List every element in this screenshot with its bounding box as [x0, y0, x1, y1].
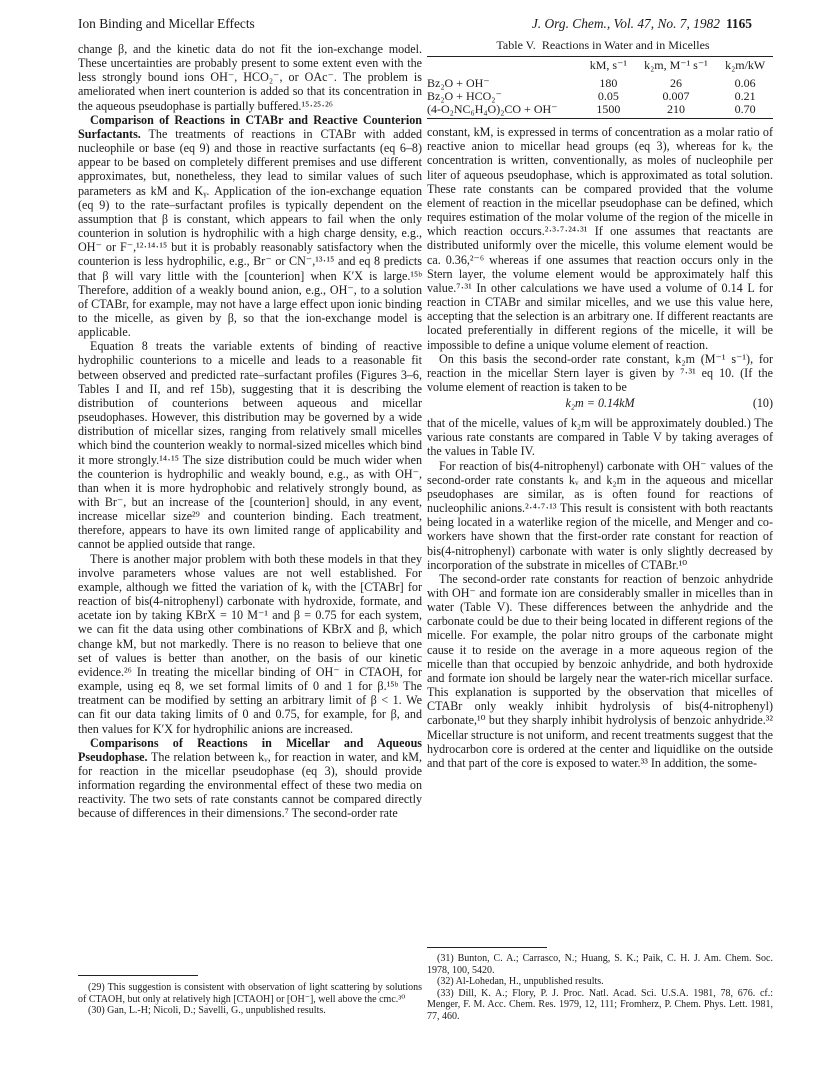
table-cell: 26 — [669, 76, 682, 91]
table-cell: (4-O₂NC₆H₄O)₂CO + OH⁻ — [427, 103, 582, 119]
table-cell: 0.007 — [662, 89, 690, 104]
table-cell: Bz₂O + HCO₂⁻ — [427, 89, 502, 104]
paragraph — [78, 339, 422, 551]
footnotes-left — [78, 982, 422, 1017]
table-cell: 0.06 — [734, 76, 756, 91]
table-row — [427, 103, 773, 119]
table-cell: 1500 — [582, 103, 634, 119]
table-header: kM, s⁻¹ — [582, 57, 634, 75]
paragraph-text: The treatments of reactions in CTABr with added nucleophile or base (eq 9) and those in reactive surfactants (eq 6–8) appear to be based on completely different premises and use different approximates, but, nonetheless, they lead to similar values of such parameters as kM and Kᵧ. Application of the ion-exchange equation (eq 9) to the rate–surfactant profiles is typically dependent on the assumption that β is constant, which appears to fail when the only counterion in solution is hydrophilic with a high charge density, e.g., OH⁻ or F⁻,¹²·¹⁴·¹⁵ but it is probably reasonably satisfactory when the counterion is less hydrophilic, e.g., Br⁻ or CN⁻,¹³·¹⁵ and eq 8 predicts that β will vary little with the [counterion] when K′X is large.¹⁵ᵇ Therefore, addition of a weakly bound anion, e.g., OH⁻, to a solution of CTABr, for example, may not have a large effect upon ionic binding to the micelle, as given by β, so that the ion-exchange model is applicable. — [78, 126, 422, 340]
paragraph: The second-order rate constants for reaction of benzoic anhydride with OH⁻ and formate ion are considerably smaller in micelles than in water (Table V). These differences between the anhydride and the carbonate could be due to their being located in different regions of the micelle. For example, the polar nitro groups of the carbonate might cause it to reside on the average in a more aqueous region of the micelle than that occupied by benzoic anhydride, and both hydroxide and formate ion should be largely near the water-rich micellar surface. This explanation is supported by the observation that micelles of CTABr only weakly inhibit hydrolysis of bis(4-nitrophenyl) carbonate,¹⁰ but they sharply inhibit hydrolysis of benzoic anhydride.³² Micellar structure is not uniform, and recent treatments suggest that the hydrocarbon core is ordered at the center and liquidlike on the outside and that part of the core is exposed to water.³³ In addition, the some- — [427, 571, 773, 770]
equation-number: (10) — [752, 396, 773, 411]
equation-10 — [427, 396, 773, 414]
footnote: (32) Al-Lohedan, H., unpublished results. — [437, 976, 604, 988]
paragraph — [78, 42, 422, 113]
table-cell: 0.70 — [717, 103, 773, 119]
running-header — [78, 16, 752, 34]
table-v — [427, 38, 773, 119]
paragraph: that of the micelle, values of k₂m will be approximately doubled.) The various rate constants are compared in Table V by taking averages of the values in Table IV. — [427, 416, 773, 459]
paragraph-text: change β, and the kinetic data do not fit the ion-exchange model. These uncertainties are probably present to some extent even with the less strongly bound ions OH⁻, HCO₂⁻, or OAc⁻. The problem is ameliorated when inert counterion is added so that its concentration in the aqueous pseudophase is partially buffered.¹⁵·²⁵·²⁶ — [78, 42, 422, 113]
footnote: (29) This suggestion is consistent with observation of light scattering by solutions of CTAOH, but only at relatively high [CTAOH] or [OH⁻], well above the cmc.³⁰ — [78, 982, 422, 1005]
paragraph-text: Equation 8 treats the variable extents of binding of reactive hydrophilic counterions to a micelle and leads to a reasonable fit between observed and predicted rate–surfactant profiles (Figures 3–6, Tables I and II, and ref 15b), suggesting that it is describing the distribution of counterions between aqueous and micellar pseudophases. However, this distribution may be governed by a wide distribution of micellar sizes, ranging from relatively small micelles which bind the counterion weakly to normal-sized micelles which bind it more strongly.¹⁴·¹⁵ The size distribution could be much wider when the counterion is hydrophilic and weakly bound, e.g., as with OH⁻, than when it is more hydrophobic and relatively strongly bound, as with Br⁻, but an increase of the [counterion] should, in any event, increase micellar size²⁹ and counterion binding. Each treatment, therefore, appears to have its own limited range of applicability and cannot be applied outside that range. — [78, 339, 422, 552]
footnote: (31) Bunton, C. A.; Carrasco, N.; Huang, S. K.; Paik, C. H. J. Am. Chem. Soc. 1978, 100, 5420. — [427, 953, 773, 976]
paragraph: For reaction of bis(4-nitrophenyl) carbonate with OH⁻ values of the second-order rate constants kᵥ and k₂m in the aqueous and micellar pseudophases are similar, as is often found for reactions of nucleophilic anions.²·⁴·⁷·¹³ This result is consistent with both reactants being located in a waterlike region of the micelle, and Menger and co-workers have shown that the first-order rate constant for reaction of bis(4-nitrophenyl) carbonate with water is only slightly decreased by incorporation of the substrate in micelles of CTABr.¹⁰ — [427, 458, 773, 572]
page-number: 1165 — [725, 16, 752, 31]
right-column — [427, 38, 773, 943]
table-cell: 0.05 — [597, 89, 619, 104]
table-cell: 180 — [599, 76, 618, 91]
paragraph: On this basis the second-order rate constant, k₂m (M⁻¹ s⁻¹), for reaction in the micellar Stern layer is given by ⁷·³¹ eq 10. (If the volume element of reaction is taken to be — [427, 351, 773, 394]
footnotes-right — [427, 953, 773, 1023]
table-header: k₂m, M⁻¹ s⁻¹ — [635, 57, 718, 75]
table-header — [427, 57, 582, 75]
section-heading: Comparison of Reactions in CTABr and Reactive Counterion Surfactants. — [78, 112, 422, 141]
footnote: (33) Dill, K. A.; Flory, P. J. Proc. Natl. Acad. Sci. U.S.A. 1981, 78, 676. cf.: Menger, F. M. Acc. Chem. Res. 1979, 12, 111; Fromherz, P. Chem. Phys. Lett. 1981, 77, 460. — [427, 987, 773, 1022]
paragraph: constant, kM, is expressed in terms of concentration as a molar ratio of reactive anion to micellar head groups (eq 3), whereas for kᵥ the concentration is written, conventionally, as moles of nucleophile per liter of aqueous pseudophase, which is approximated as total solution. These rate constants can be compared provided that the volume element of reaction in the micellar pseudophase can be defined, which requires estimation of the molar volume of the region of the micelle in which reaction occurs.²·³·⁷·²⁴·³¹ If one assumes that reactants are distributed uniformly over the micelle, this volume element would be ca. 0.36,²⁻⁶ whereas if one assumes that reaction occurs only in the Stern layer, the volume element would be approximately half this value.⁷·³¹ In other calculations we have used a volume of 0.14 L for reaction in CTABr and similar micelles, and we use this value here, accepting that the selection is an arbitrary one. If different reactants are located preferentially in different regions of the micelle, it will be impossible to define a unique volume element of reaction. — [427, 125, 773, 352]
paragraph — [78, 736, 422, 821]
table-cell: 210 — [635, 103, 718, 119]
paragraph-text: There is another major problem with both these models in that they involve parameters whose values are not well established. For example, although we fitted the variation of kᵧ with the [CTABr] for reaction of bis(4-nitrophenyl) carbonate with hydroxide, formate, and acetate ion by taking KBrX = 10 M⁻¹ and β = 0.75 for each system, we can fit the data using other combinations of KBrX and β, which change kM, but not markedly. There is no reason to believe that one set of values is better than another, on the basis of our kinetic evidence.²⁶ In treating the micellar binding of OH⁻ in CTAOH, for example, using eq 8, we set formal limits of 0 and 1 for β.¹⁵ᵇ The treatment can be modified by setting an arbitrary limit of β < 1. We can fit our data taking limits of 0 and 0.75, for example, for β, and then values for K′X for hydrophilic anions are increased. — [78, 551, 422, 736]
paragraph — [78, 552, 422, 736]
left-column — [78, 42, 422, 960]
footnote-rule — [427, 947, 547, 948]
footnote: (30) Gan, L.-H; Nicoli, D.; Savelli, G., unpublished results. — [88, 1005, 326, 1017]
paragraph-text: The relation between kᵥ, for reaction in water, and kM, for reaction in the micellar pseudophase (eq 3), should provide information regarding the environmental effect of these two media on reactivity. The two sets of rate constants cannot be compared directly because of differences in their dimensions.⁷ The second-order rate — [78, 749, 422, 821]
table-title: Reactions in Water and in Micelles — [541, 38, 710, 52]
table-cell: 0.21 — [734, 89, 756, 104]
table-label: Table V. — [496, 38, 536, 52]
rate-constant-table — [427, 56, 773, 119]
table-caption — [427, 38, 773, 52]
section-heading: Comparisons of Reactions in Micellar and Aqueous Pseudophase. — [78, 735, 422, 764]
paragraph — [78, 113, 422, 340]
table-header: k₂m/kW — [717, 57, 773, 75]
journal-name: J. Org. Chem., Vol. 47, No. 7, 1982 — [531, 16, 720, 31]
journal-citation — [532, 16, 752, 32]
table-cell: Bz₂O + OH⁻ — [427, 76, 490, 91]
running-title: Ion Binding and Micellar Effects — [78, 16, 255, 31]
footnote-rule — [78, 975, 198, 976]
table-row — [427, 74, 773, 90]
equation-expression: k₂m = 0.14kM — [565, 396, 635, 411]
